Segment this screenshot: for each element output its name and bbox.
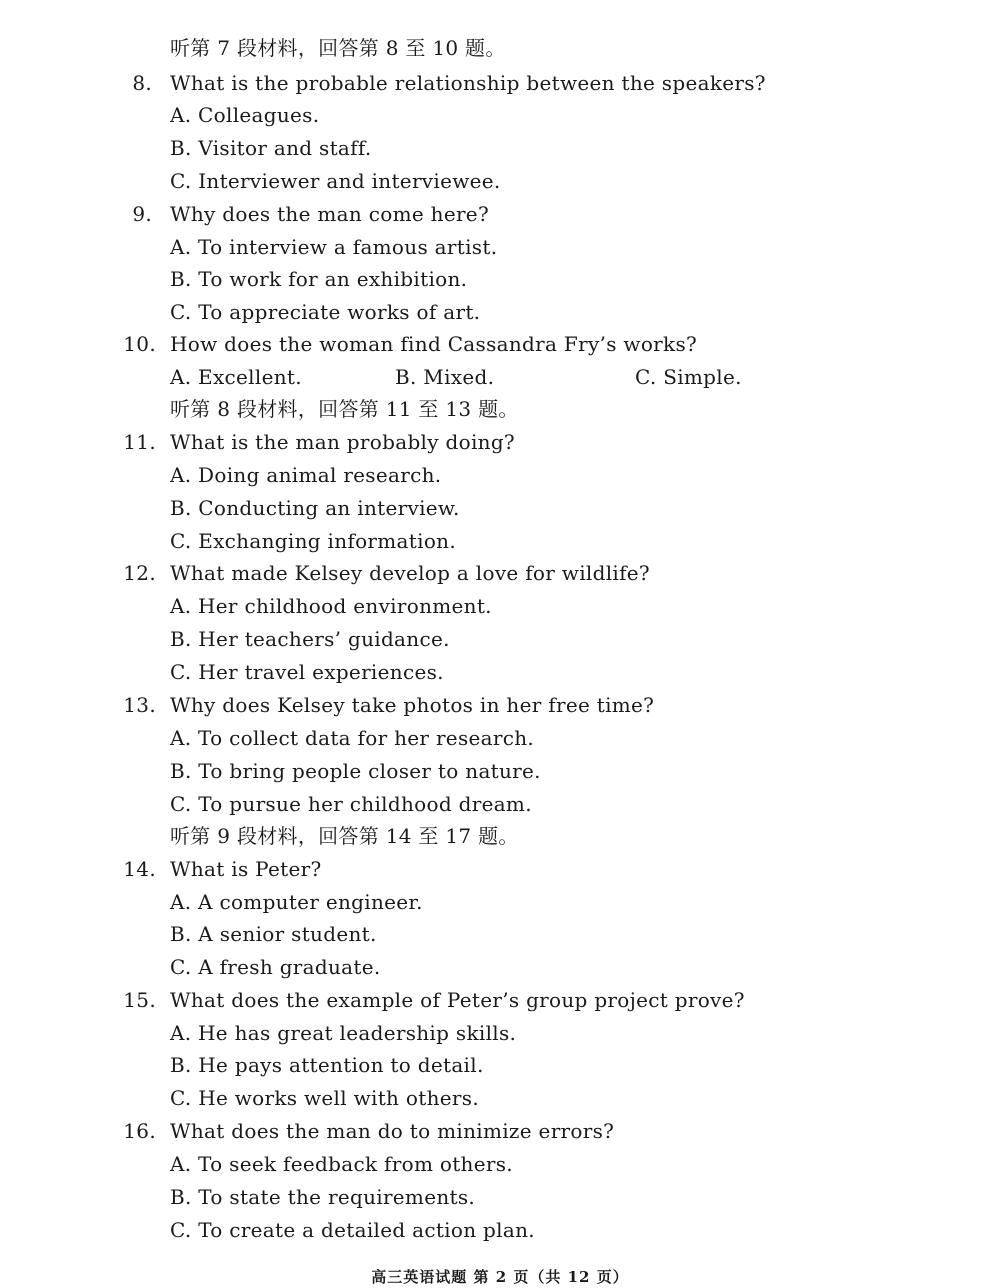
option-b: B. To state the requirements. xyxy=(170,1185,476,1209)
option-c: C. A fresh graduate. xyxy=(170,955,381,979)
option-b: B. A senior student. xyxy=(170,922,377,946)
question-number: 10. xyxy=(123,332,156,356)
option-b: B. He pays attention to detail. xyxy=(170,1053,484,1077)
option-a: A. He has great leadership skills. xyxy=(170,1021,517,1045)
section-instruction: 听第 8 段材料，回答第 11 至 13 题。 xyxy=(170,397,519,421)
option-a: A. Colleagues. xyxy=(170,103,320,127)
option-a: A. Her childhood environment. xyxy=(170,594,492,618)
question-text: What does the example of Peter’s group project prove? xyxy=(170,988,745,1012)
option-a: A. Excellent. xyxy=(170,365,302,389)
option-c: C. Interviewer and interviewee. xyxy=(170,169,501,193)
option-c: C. Exchanging information. xyxy=(170,529,456,553)
option-c: C. Simple. xyxy=(635,365,742,389)
option-c: C. Her travel experiences. xyxy=(170,660,444,684)
option-a: A. To interview a famous artist. xyxy=(170,235,498,259)
question-text: What does the man do to minimize errors? xyxy=(170,1119,615,1143)
question-text: Why does Kelsey take photos in her free time? xyxy=(170,693,655,717)
question-text: What is the probable relationship between the speakers? xyxy=(170,71,766,95)
option-a: A. To collect data for her research. xyxy=(170,726,535,750)
question-number: 11. xyxy=(123,430,156,454)
page-footer: 高三英语试题 第 2 页（共 12 页） xyxy=(371,1268,629,1286)
question-text: Why does the man come here? xyxy=(170,202,489,226)
section-instruction: 听第 7 段材料，回答第 8 至 10 题。 xyxy=(170,36,506,60)
option-a: A. To seek feedback from others. xyxy=(170,1152,513,1176)
option-b: B. To work for an exhibition. xyxy=(170,267,468,291)
question-text: How does the woman find Cassandra Fry’s works? xyxy=(170,332,698,356)
option-a: A. Doing animal research. xyxy=(170,463,442,487)
section-instruction: 听第 9 段材料，回答第 14 至 17 题。 xyxy=(170,824,519,848)
question-text: What is the man probably doing? xyxy=(170,430,515,454)
option-b: B. Her teachers’ guidance. xyxy=(170,627,450,651)
option-c: C. He works well with others. xyxy=(170,1086,479,1110)
option-b: B. Mixed. xyxy=(395,365,495,389)
option-c: C. To appreciate works of art. xyxy=(170,300,481,324)
question-number: 16. xyxy=(123,1119,156,1143)
question-text: What made Kelsey develop a love for wildlife? xyxy=(170,561,650,585)
option-b: B. Conducting an interview. xyxy=(170,496,460,520)
option-c: C. To create a detailed action plan. xyxy=(170,1218,535,1242)
option-a: A. A computer engineer. xyxy=(170,890,423,914)
option-c: C. To pursue her childhood dream. xyxy=(170,792,532,816)
question-number: 9. xyxy=(132,202,152,226)
option-b: B. Visitor and staff. xyxy=(170,136,372,160)
question-text: What is Peter? xyxy=(170,857,322,881)
question-number: 8. xyxy=(132,71,152,95)
question-number: 13. xyxy=(123,693,156,717)
question-number: 12. xyxy=(123,561,156,585)
option-b: B. To bring people closer to nature. xyxy=(170,759,541,783)
question-number: 14. xyxy=(123,857,156,881)
question-number: 15. xyxy=(123,988,156,1012)
